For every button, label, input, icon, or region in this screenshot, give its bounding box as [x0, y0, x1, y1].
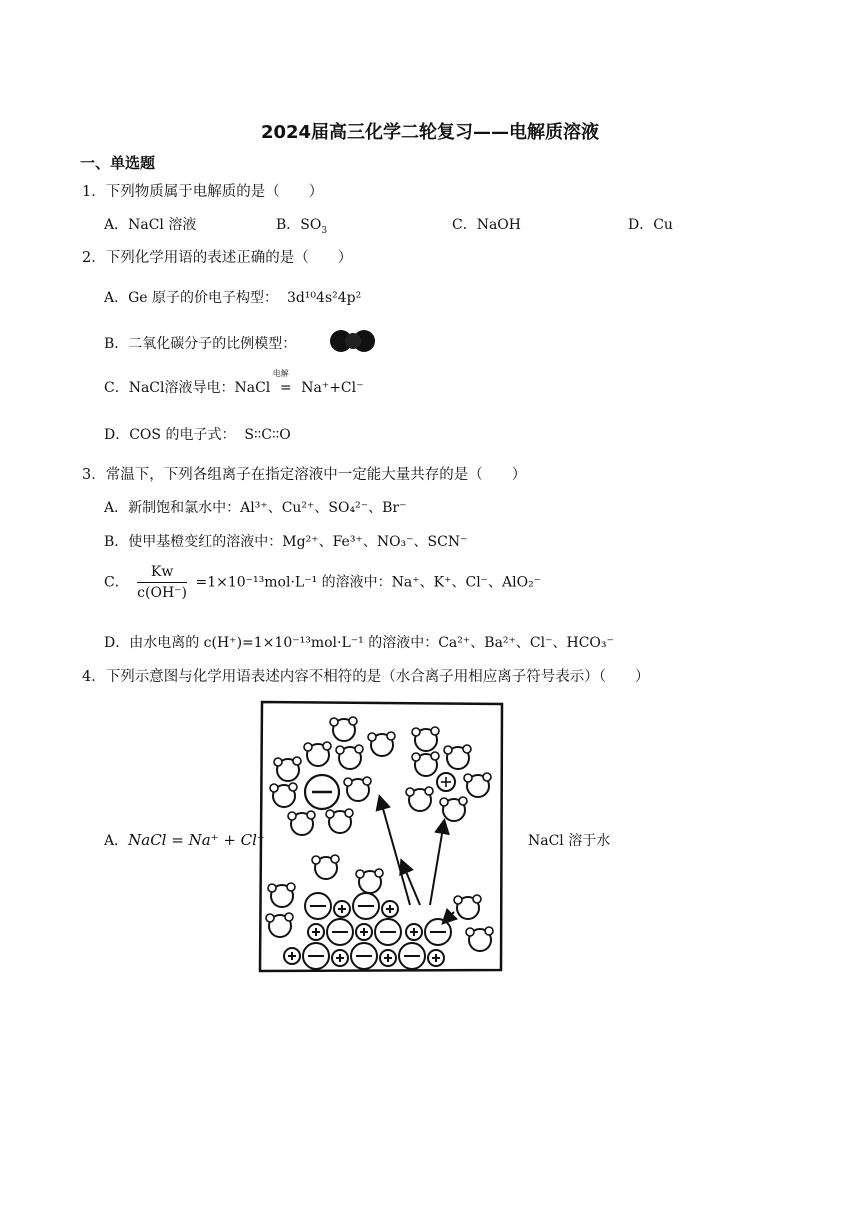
- section-heading: 一、单选题: [80, 154, 156, 172]
- q4-option-a-description: NaCl 溶于水: [528, 833, 611, 849]
- page-title: 2024届高三化学二轮复习——电解质溶液: [260, 122, 600, 143]
- q1-option-b: B．$SO_3$: [276, 217, 328, 236]
- q1-option-c: C．NaOH: [452, 217, 521, 233]
- kw-fraction: $\frac{Kw}{c(OH^-)}$: [137, 564, 188, 601]
- q1-option-d: D．Cu: [628, 217, 673, 233]
- question-1-stem: 1．下列物质属于电解质的是（ ）: [82, 184, 324, 200]
- ge-electron-config: 3d¹⁰4s²4p²: [286, 290, 362, 306]
- question-4-stem: 4．下列示意图与化学用语表述内容不相符的是（水合离子用相应离子符号表示）（ ）: [82, 669, 650, 685]
- q1-option-a: A．NaCl 溶液: [104, 217, 197, 233]
- q2-option-a: A．Ge 原子的价电子构型： 3d¹⁰4s²4p²: [104, 290, 362, 306]
- q3-option-b: B．使甲基橙变红的溶液中：Mg²⁺、Fe³⁺、NO₃⁻、SCN⁻: [104, 534, 468, 550]
- nacl-dissolution-diagram: [258, 700, 506, 974]
- hydrated-sodium-ion: [406, 727, 491, 821]
- question-3-stem: 3．常温下，下列各组离子在指定溶液中一定能大量共存的是（ ）: [82, 467, 527, 483]
- co2-model-icon: [328, 328, 378, 354]
- question-2-stem: 2．下列化学用语的表述正确的是（ ）: [82, 250, 353, 266]
- q3-option-c: C． $\frac{Kw}{c(OH^-)}$ =1×10⁻¹³mol·L⁻¹ 的溶液中：Na⁺、K⁺、Cl⁻、AlO₂⁻: [104, 564, 542, 601]
- q2-option-b: B．二氧化碳分子的比例模型：: [104, 336, 297, 352]
- nacl-crystal-lattice: [284, 893, 451, 969]
- q4-option-a: A．NaCl = Na⁺ + Cl⁻: [104, 831, 265, 849]
- q3-option-a: A．新制饱和氯水中：Al³⁺、Cu²⁺、SO₄²⁻、Br⁻: [104, 500, 407, 516]
- q2-option-c: C．NaCl溶液导电：NaCl 电解 = Na⁺+Cl⁻: [104, 369, 364, 396]
- cos-electron-formula: S∶∶C∶∶O: [244, 427, 291, 443]
- nacl-dissociation-equation: NaCl = Na⁺ + Cl⁻: [128, 831, 265, 849]
- q2-option-d: D．COS 的电子式： S∶∶C∶∶O: [104, 427, 291, 443]
- q3-option-d: D．由水电离的 c(H⁺)=1×10⁻¹³mol·L⁻¹ 的溶液中：Ca²⁺、Ba²⁺、Cl⁻、HCO₃⁻: [104, 635, 614, 651]
- hydrated-chloride-ion: [270, 717, 371, 835]
